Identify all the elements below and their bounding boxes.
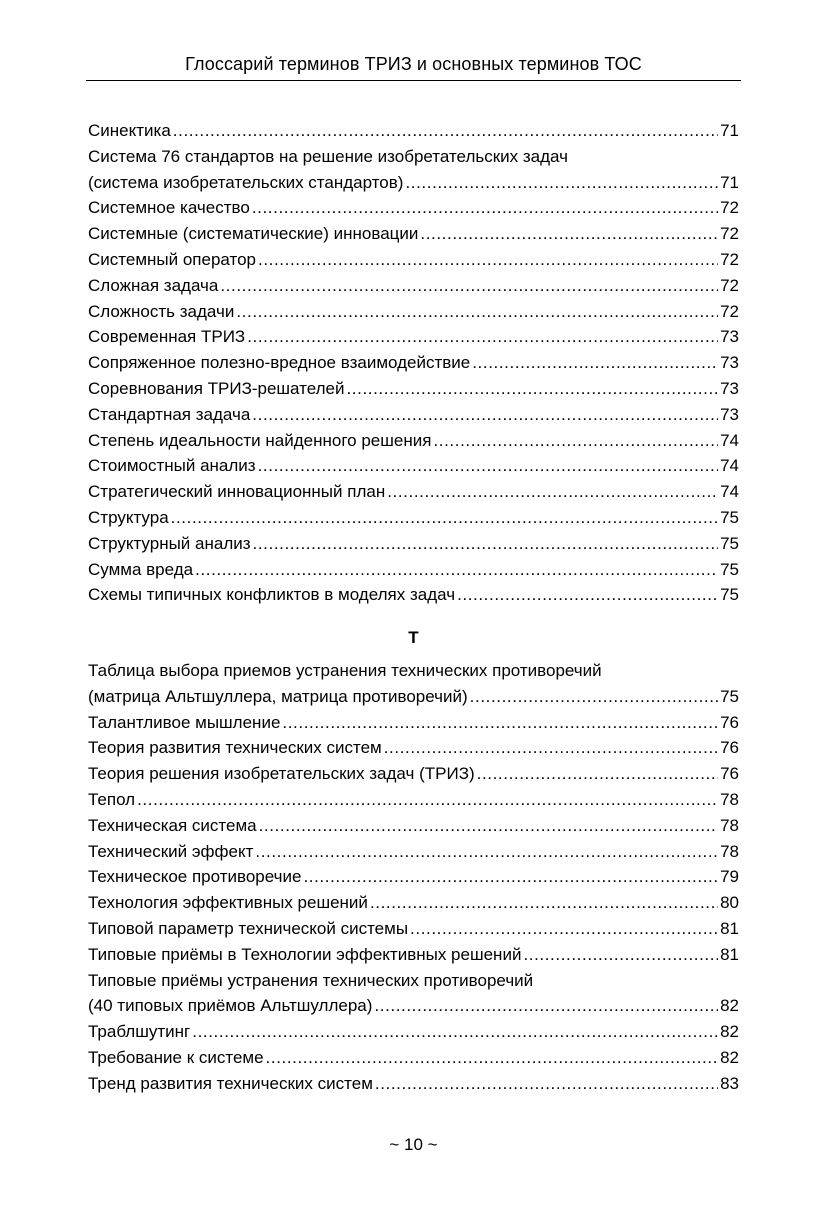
dot-leader (457, 582, 718, 608)
dot-leader (384, 735, 718, 761)
toc-entry-line (88, 735, 739, 761)
dot-leader (253, 531, 719, 557)
toc-entry-line (88, 350, 739, 376)
dot-leader (387, 479, 718, 505)
toc-entry (88, 916, 739, 942)
dot-leader (375, 1071, 718, 1097)
toc-entry-line (88, 402, 739, 428)
toc-entry-title: Структурный анализ (88, 533, 251, 553)
toc-entry-line (88, 453, 739, 479)
toc-entry-line (88, 170, 739, 196)
dot-leader (282, 710, 718, 736)
toc-entry-title: Типовой параметр технической системы (88, 918, 409, 938)
dot-leader (370, 890, 718, 916)
toc-entry-line (88, 1019, 739, 1045)
toc-section-s (88, 118, 739, 608)
toc-entry-title: Техническое противоречие (88, 867, 302, 887)
toc-entry-line (88, 1071, 739, 1097)
toc-entry-title: Стоимостный анализ (88, 456, 256, 476)
toc-entry-title: Сложность задачи (88, 301, 235, 321)
toc-entry-line (88, 324, 739, 350)
dot-leader (410, 916, 718, 942)
toc-entry (88, 1019, 739, 1045)
dot-leader (420, 221, 718, 247)
toc-entry-line (88, 118, 739, 144)
toc-entry-title-line: Таблица выбора приемов устранения технических противоречий (88, 661, 602, 680)
toc-entry-title: Талантливое мышление (88, 712, 281, 732)
dot-leader (472, 350, 718, 376)
toc-page-number: 82 (720, 1047, 739, 1067)
dot-leader (252, 402, 718, 428)
toc-entry-line (88, 428, 739, 454)
toc-entry (88, 582, 739, 608)
toc-entry-line (88, 890, 739, 916)
toc-page-number: 76 (720, 712, 739, 732)
toc-entry (88, 273, 739, 299)
toc-entry (88, 221, 739, 247)
toc-page-number: 73 (720, 378, 739, 398)
toc-entry-line (88, 273, 739, 299)
toc-page-number: 82 (720, 996, 739, 1016)
toc-page-number: 78 (720, 815, 739, 835)
toc-entry (88, 531, 739, 557)
toc-page-number: 79 (720, 867, 739, 887)
toc-entry-line (88, 787, 739, 813)
toc-entry-title: Синектика (88, 121, 171, 140)
toc-entry (88, 968, 739, 1020)
toc-entry-line (88, 761, 739, 787)
toc-entry-line (88, 195, 739, 221)
toc-entry-line (88, 942, 739, 968)
dot-leader (258, 247, 718, 273)
dot-leader (523, 942, 718, 968)
header-rule (86, 80, 741, 81)
toc-entry (88, 839, 739, 865)
toc-page-number: 78 (720, 789, 739, 809)
toc-entry (88, 195, 739, 221)
dot-leader (171, 505, 718, 531)
toc-entry-line (88, 1045, 739, 1071)
section-letter-t: Т (408, 628, 419, 647)
toc-page-number: 72 (720, 198, 739, 218)
toc-page-number: 75 (720, 559, 739, 579)
toc-entry (88, 557, 739, 583)
toc-entry (88, 428, 739, 454)
toc-entry-line (88, 531, 739, 557)
toc-entry (88, 402, 739, 428)
toc-entry (88, 710, 739, 736)
toc-entry-line (88, 479, 739, 505)
toc-page-number: 74 (720, 482, 739, 502)
dot-leader (137, 787, 718, 813)
toc-entry-title: Сложная задача (88, 275, 219, 295)
dot-leader (303, 864, 718, 890)
toc-entry-title: Сумма вреда (88, 559, 194, 579)
toc-page-number: 82 (720, 1022, 739, 1042)
dot-leader (247, 324, 718, 350)
toc-entry-title: Системные (систематические) инновации (88, 224, 419, 244)
toc-entry-title: Технология эффективных решений (88, 893, 368, 913)
toc-entry-line (88, 993, 739, 1019)
toc-page-number: 74 (720, 456, 739, 476)
toc-entry (88, 453, 739, 479)
toc-entry-title: Теория решения изобретательских задач (ТРИЗ) (88, 764, 475, 784)
toc-entry-title: Системный оператор (88, 249, 256, 269)
toc-entry-title: Типовые приёмы в Технологии эффективных решений (88, 944, 522, 964)
toc-entry-line (88, 557, 739, 583)
toc-entry-title: Системное качество (88, 198, 250, 218)
page-number: ~ 10 ~ (389, 1135, 438, 1154)
toc-entry-line (88, 813, 739, 839)
toc-entry (88, 118, 739, 144)
toc-entry-title: (матрица Альтшуллера, матрица противоречий) (88, 686, 468, 706)
toc-page-number: 73 (720, 404, 739, 424)
dot-leader (173, 118, 718, 144)
toc-entry-line (88, 505, 739, 531)
toc-entry (88, 505, 739, 531)
toc-entry-line (88, 582, 739, 608)
toc-entry (88, 144, 739, 196)
dot-leader (433, 428, 718, 454)
toc-entry-line (88, 221, 739, 247)
toc-entry-line (88, 839, 739, 865)
toc-page-number: 72 (720, 224, 739, 244)
toc-entry-title: Техническая система (88, 815, 257, 835)
dot-leader (236, 299, 718, 325)
toc-entry-title: Требование к системе (88, 1047, 264, 1067)
toc-page-number: 72 (720, 301, 739, 321)
toc-entry-title: Теория развития технических систем (88, 738, 382, 758)
toc-page-number: 75 (720, 507, 739, 527)
toc-entry (88, 247, 739, 273)
toc-entry (88, 376, 739, 402)
toc-entry (88, 942, 739, 968)
toc-entry-title: Степень идеальности найденного решения (88, 430, 432, 450)
dot-leader (259, 813, 718, 839)
toc-page-number: 71 (720, 121, 739, 140)
dot-leader (258, 453, 718, 479)
dot-leader (195, 557, 718, 583)
toc-entry-title: (40 типовых приёмов Альтшуллера) (88, 996, 373, 1016)
toc-page-number: 74 (720, 430, 739, 450)
toc-entry-title: (система изобретательских стандартов) (88, 172, 404, 192)
toc-entry-title: Тренд развития технических систем (88, 1073, 373, 1093)
toc-entry-title: Стандартная задача (88, 404, 251, 424)
toc-entry (88, 787, 739, 813)
toc-entry-line (88, 864, 739, 890)
toc-entry-title: Структура (88, 507, 169, 527)
toc-entry (88, 350, 739, 376)
toc-entry (88, 1071, 739, 1097)
toc-entry (88, 658, 739, 710)
dot-leader (252, 195, 718, 221)
toc-page-number: 80 (720, 893, 739, 913)
dot-leader (470, 684, 718, 710)
toc-page-number: 75 (720, 686, 739, 706)
toc-section-t (88, 658, 739, 1097)
toc-entry-line (88, 247, 739, 273)
toc-entry (88, 813, 739, 839)
dot-leader (477, 761, 718, 787)
toc-page-number: 72 (720, 249, 739, 269)
dot-leader (266, 1045, 719, 1071)
toc-page-number: 81 (720, 918, 739, 938)
toc-page-number: 73 (720, 353, 739, 373)
toc-entry (88, 761, 739, 787)
toc-entry-title-line: Система 76 стандартов на решение изобретательских задач (88, 146, 568, 166)
toc-page-number: 75 (720, 585, 739, 605)
dot-leader (192, 1019, 718, 1045)
toc-entry-line (88, 299, 739, 325)
toc-page-number: 75 (720, 533, 739, 553)
toc-entry-title: Соревнования ТРИЗ-решателей (88, 378, 345, 398)
toc-entry (88, 864, 739, 890)
toc-page-number: 73 (720, 327, 739, 347)
dot-leader (405, 170, 718, 196)
toc-entry (88, 890, 739, 916)
toc-entry-line (88, 710, 739, 736)
toc-entry (88, 324, 739, 350)
toc-entry-title: Современная ТРИЗ (88, 327, 246, 347)
toc-page-number: 83 (720, 1073, 739, 1093)
toc-entry-title: Стратегический инновационный план (88, 482, 386, 502)
toc-entry (88, 1045, 739, 1071)
toc-page-number: 72 (720, 275, 739, 295)
dot-leader (220, 273, 718, 299)
running-header: Глоссарий терминов ТРИЗ и основных терминов ТОС (185, 54, 642, 74)
dot-leader (255, 839, 718, 865)
toc-entry-title: Траблшутинг (88, 1022, 191, 1042)
toc-entry-title: Технический эффект (88, 841, 254, 861)
toc-entry-title: Сопряженное полезно-вредное взаимодействие (88, 353, 471, 373)
toc-page-number: 78 (720, 841, 739, 861)
toc-entry-line (88, 916, 739, 942)
toc-page-number: 76 (720, 738, 739, 758)
toc-entry (88, 479, 739, 505)
toc-entry-title: Схемы типичных конфликтов в моделях задач (88, 585, 456, 605)
toc-page-number: 81 (720, 944, 739, 964)
toc-entry-line (88, 376, 739, 402)
toc-page-number: 76 (720, 764, 739, 784)
toc-entry-title-line: Типовые приёмы устранения технических противоречий (88, 970, 534, 990)
dot-leader (374, 993, 718, 1019)
toc-entry-line (88, 684, 739, 710)
toc-entry (88, 735, 739, 761)
dot-leader (346, 376, 718, 402)
toc-entry (88, 299, 739, 325)
toc-page-number: 71 (720, 172, 739, 192)
toc-entry-title: Тепол (88, 789, 136, 809)
